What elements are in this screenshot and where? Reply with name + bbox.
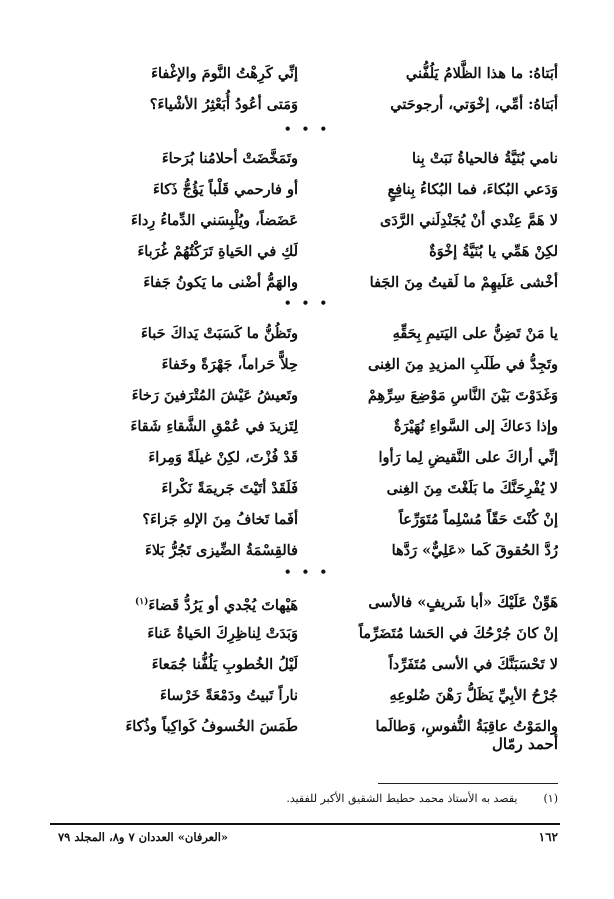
stanza-4 (58, 587, 558, 742)
first-hemistich: إنْ كانَ جُرْحُكَ في الحَشا مُتَضَرِّماً (358, 625, 558, 642)
second-hemistich: عَضَضاً، ويُلْبِسَني الدِّماءُ رِداءَ (130, 212, 298, 229)
stanza-separator: • • • (283, 296, 331, 310)
first-hemistich: أخْشى عَلَيهِمْ ما لَقيتُ مِنَ الجَفا (369, 274, 558, 291)
second-hemistich: فالقِسْمَةُ الضِّيزى تَجُرُّ بَلاءَ (145, 542, 298, 559)
first-hemistich: لا يُفْرِحَنَّكَ ما بَلَغْتَ مِنَ الغِنى (386, 480, 558, 497)
second-hemistich: ناراً تَبيتُ ودَمْعَةً خَرْساءَ (160, 687, 298, 704)
stanza-3 (58, 318, 558, 566)
verse (58, 442, 558, 473)
verse (58, 174, 558, 205)
footnote (286, 792, 558, 805)
first-hemistich: وَغَدَوْتَ بَيْنَ النَّاسِ مَوْضِعَ سِرِّهِمْ (367, 387, 558, 404)
first-hemistich: أبَتاهُ: ما هذا الظَّلامُ يَلُفُّني (405, 65, 558, 82)
journal-citation: «العرفان» العددان ٧ و٨، المجلد ٧٩ (58, 830, 229, 844)
verse (58, 380, 558, 411)
first-hemistich: إنْ كُنْتَ حَقّاً مُسْلِماً مُتَوَرِّعاً (398, 511, 558, 528)
second-hemistich (58, 587, 298, 621)
second-hemistich: والهَمُّ أضْنى ما يَكونُ جَفاءَ (143, 274, 298, 291)
second-hemistich: لَيْلُ الخُطوبِ يَلُفُّنا جُمَعاءَ (151, 656, 298, 673)
first-hemistich: والمَوْتُ عاقِبَةُ النُّفوسِ، وَطالَما (375, 718, 558, 735)
verse (58, 535, 558, 566)
author-signature: أحمد رمّال (492, 735, 558, 753)
stanza-2 (58, 143, 558, 298)
page-number: ١٦٢ (538, 830, 558, 844)
footer-rule (50, 823, 560, 825)
verse (58, 89, 558, 120)
verse (58, 143, 558, 174)
second-hemistich: فَلَقَدْ أتَيْتَ جَريمَةً نَكْراءَ (161, 480, 298, 497)
footnote-number: (١) (543, 792, 558, 805)
first-hemistich: وتَجِدُّ في طَلَبِ المزيدِ مِنَ الغِنى (367, 356, 558, 373)
verse (58, 649, 558, 680)
second-hemistich: طَمَسَ الخُسوفُ كَواكِباً وذُكاءَ (125, 718, 298, 735)
second-hemistich: أفَما تَخافُ مِنَ الإلهِ جَزاءَ؟ (142, 511, 298, 528)
verse (58, 504, 558, 535)
stanza-1 (58, 58, 558, 120)
verse (58, 349, 558, 380)
first-hemistich: لا هَمَّ عِنْدي أنْ يُجَنْدِلَني الرَّدَى (380, 212, 558, 229)
first-hemistich: أبَتاهُ: أمِّي، إخْوَتي، أرجوحَتي (390, 96, 558, 113)
footnote-rule (378, 783, 558, 784)
first-hemistich: رُدَّ الحُقوقَ كَما «عَلِيٌّ» رَدَّها (391, 542, 558, 559)
verse (58, 473, 558, 504)
second-hemistich: لَكِ في الحَياةِ تَرَكْتُهُمْ غُرَباءَ (137, 243, 298, 260)
second-hemistich: إنِّي كَرِهْتُ النَّومَ والإغْفاءَ (151, 65, 298, 82)
first-hemistich: وإذا دَعاكَ إلى السَّواءِ نُهَيْرَةٌ (393, 418, 558, 435)
first-hemistich: لا تَحْسَبَنَّكَ في الأسى مُتَفَرِّداً (388, 656, 558, 673)
verse (58, 205, 558, 236)
verse (58, 680, 558, 711)
second-hemistich: وتَمَخَّضَتْ أحلامُنا بُرَحاءَ (161, 150, 298, 167)
footnote-text: يقصد به الأستاذ محمد حطيط الشقيق الأكبر للفقيد. (286, 792, 518, 805)
second-hemistich: وَمَتى أعُودُ أُبَعْثِرُ الأشْياءَ؟ (149, 96, 298, 113)
first-hemistich: وَدَعي البُكاءَ، فما البُكاءُ بِنافِعٍ (387, 181, 558, 198)
second-hemistich-text: هَيْهاتَ يُجْدي أو يَرُدُّ قَضاءَ (148, 596, 298, 614)
second-hemistich: وتَعيشُ عَيْشَ المُتْرَفينَ رَخاءَ (131, 387, 298, 404)
verse (58, 236, 558, 267)
second-hemistich: لِتَزيدَ في عُمْقِ الشَّقاءِ شَقاءَ (130, 418, 298, 435)
verse (58, 618, 558, 649)
stanza-separator: • • • (283, 565, 331, 579)
second-hemistich: قَدْ فُزْتَ، لكِنْ غيلَةً وَمِراءَ (148, 449, 298, 466)
second-hemistich: وتَظُنُّ ما كَسَبَتْ يَداكَ حَباءَ (140, 325, 298, 342)
first-hemistich: يا مَنْ تَضِنُّ على اليَتيمِ بِحَقِّهِ (392, 325, 558, 342)
second-hemistich: وَبَدَتْ لِناظِرِكَ الحَياةُ عَناءَ (147, 625, 298, 642)
verse (58, 711, 558, 742)
first-hemistich: إنِّي أراكَ على النَّقيضِ لِما رَأوا (378, 449, 558, 466)
first-hemistich: نامي بُنَيَّةُ فالحياةُ نَبَتْ بِنا (411, 150, 558, 167)
first-hemistich: هَوِّنْ عَلَيْكَ «أبا شَريفٍ» فالأسى (368, 594, 558, 611)
first-hemistich: لكِنْ هَمِّي يا بُنَيَّةُ إخْوَةٌ (429, 243, 558, 260)
verse (58, 411, 558, 442)
verse (58, 318, 558, 349)
second-hemistich: أو فارحمي قَلْباً يَؤُجُّ ذَكاءَ (152, 181, 298, 198)
second-hemistich: حِلاًّ حَراماً، جَهْرَةً وخَفاءَ (161, 356, 298, 373)
footnote-marker: (١) (135, 597, 149, 607)
verse (58, 587, 558, 618)
verse (58, 58, 558, 89)
stanza-separator: • • • (283, 122, 331, 136)
first-hemistich: جُرْحُ الأبِيِّ يَظَلُّ رَهْنَ ضُلوعِهِ (389, 687, 558, 704)
verse (58, 267, 558, 298)
